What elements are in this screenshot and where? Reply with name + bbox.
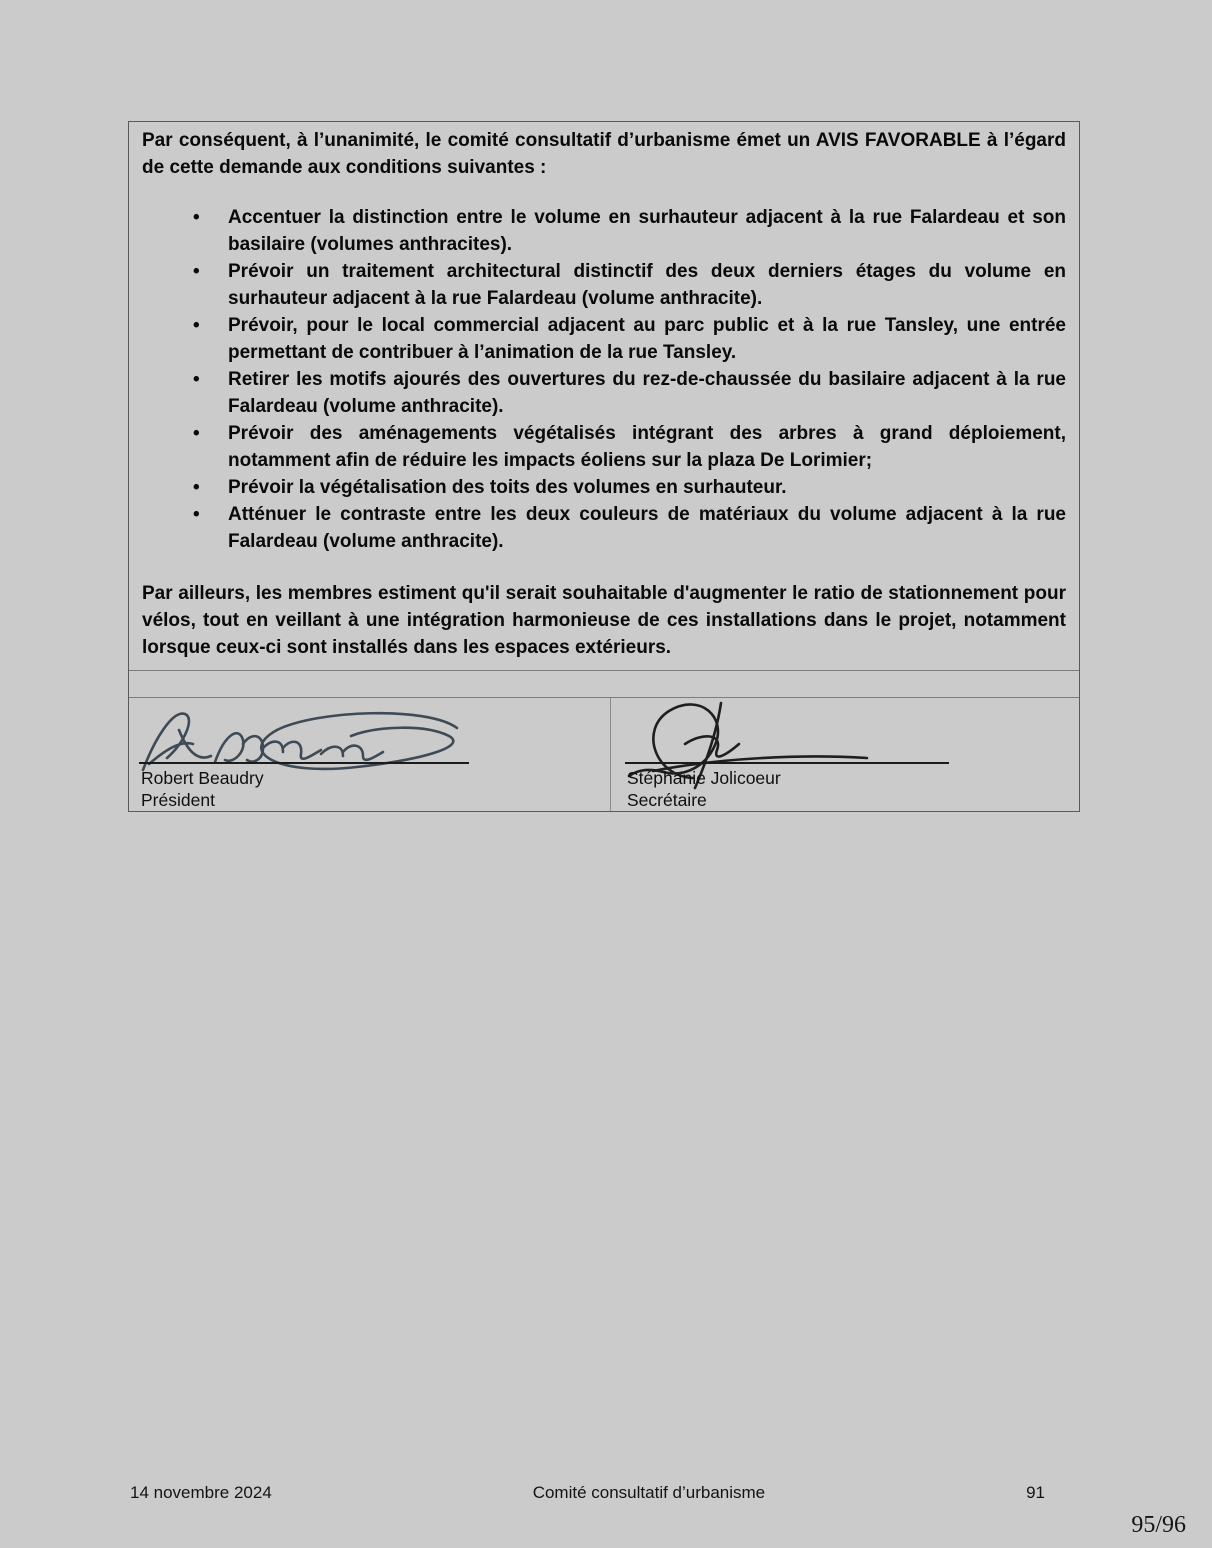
decision-table: [128, 121, 1080, 812]
condition-item: • Accentuer la distinction entre le volume en surhauteur adjacent à la rue Falardeau et son basilaire (volumes anthracites).: [228, 204, 1066, 258]
spacer-row: [129, 670, 1079, 697]
president-title: Président: [141, 790, 215, 810]
condition-item: • Atténuer le contraste entre les deux couleurs de matériaux du volume adjacent à la rue Falardeau (volume anthracite).: [228, 501, 1066, 555]
footer-page-number: 91: [1026, 1483, 1045, 1502]
president-name: Robert Beaudry: [141, 768, 264, 788]
condition-item: • Prévoir un traitement architectural distinctif des deux derniers étages du volume en surhauteur adjacent à la rue Falardeau (volume anthracite).: [228, 258, 1066, 312]
signature-row: [129, 697, 1079, 811]
decision-intro: Par conséquent, à l’unanimité, le comité consultatif d’urbanisme émet un AVIS FAVORABLE à l’égard de cette demande aux conditions suivantes :: [142, 130, 1066, 178]
page-indicator: 95/96: [1131, 1512, 1186, 1538]
signature-line: [139, 762, 469, 764]
secretary-name: Stéphanie Jolicoeur: [627, 768, 781, 788]
secretary-title: Secrétaire: [627, 790, 707, 810]
decision-body-cell: [129, 122, 1079, 670]
condition-item: • Prévoir la végétalisation des toits des volumes en surhauteur.: [228, 474, 1066, 501]
signature-line: [625, 762, 949, 764]
condition-item: • Prévoir des aménagements végétalisés intégrant des arbres à grand déploiement, notamment afin de réduire les impacts éoliens sur la plaza De Lorimier;: [228, 420, 1066, 474]
decision-closing: Par ailleurs, les membres estiment qu'il serait souhaitable d'augmenter le ratio de stationnement pour vélos, tout en veillant à une intégration harmonieuse de ces installations dans le projet, notamment lorsque ceux-ci sont installés dans les espaces extérieurs.: [142, 583, 1066, 658]
footer-committee: Comité consultatif d’urbanisme: [532, 1483, 766, 1502]
condition-item: • Prévoir, pour le local commercial adjacent au parc public et à la rue Tansley, une entrée permettant de contribuer à l’animation de la rue Tansley.: [228, 312, 1066, 366]
condition-item: • Retirer les motifs ajourés des ouvertures du rez-de-chaussée du basilaire adjacent à la rue Falardeau (volume anthracite).: [228, 366, 1066, 420]
footer-date: 14 novembre 2024: [130, 1483, 272, 1502]
conditions-list: [142, 204, 1066, 555]
page-footer: [130, 1483, 1045, 1503]
signature-cell-president: [129, 698, 610, 811]
signature-cell-secretary: [610, 698, 1079, 811]
